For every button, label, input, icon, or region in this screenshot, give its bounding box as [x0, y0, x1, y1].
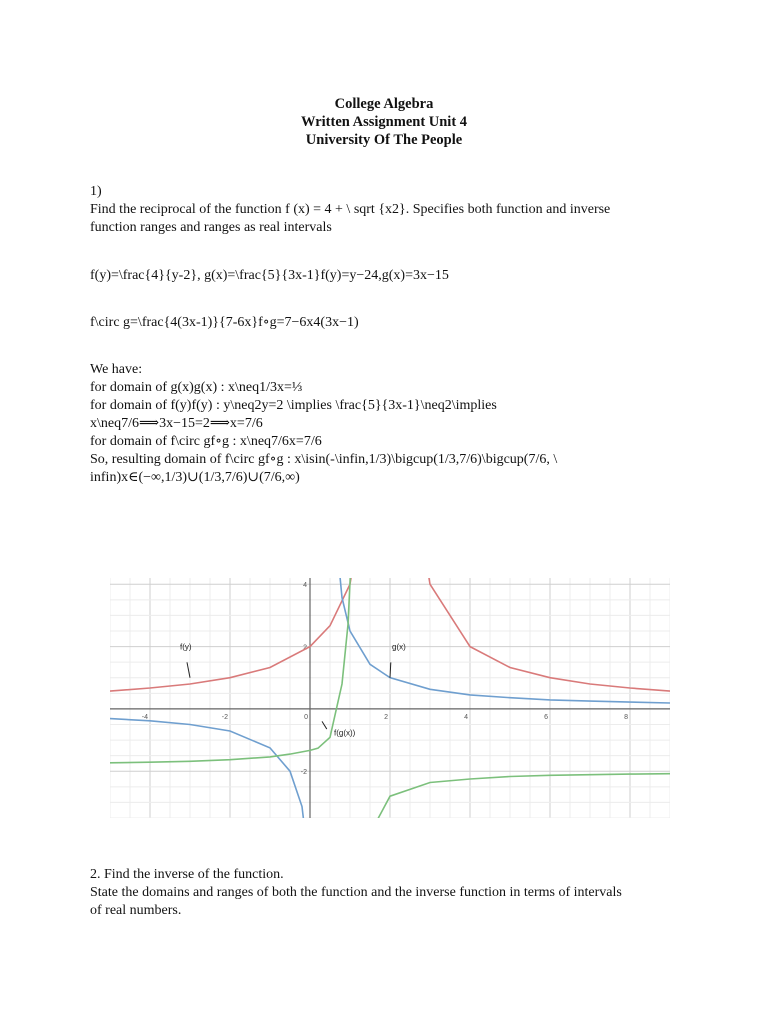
curve-f-g-x [110, 578, 352, 763]
x-tick-label: -2 [221, 713, 228, 721]
domain-f-line: x\neq7/6⟹3x−15=2⟹x=7/6 [90, 416, 263, 431]
annotation-label: g(x) [392, 642, 406, 652]
question-2-line: State the domains and ranges of both the function and the inverse function in terms of intervals [90, 885, 622, 900]
domain-g-line: for domain of g(x)g(x) : x\neq1/3x=⅓ [90, 380, 303, 395]
x-tick-label: 4 [464, 713, 468, 721]
result-domain-line: infin)x∈(−∞,1/3)∪(1/3,7/6)∪(7/6,∞) [90, 470, 300, 485]
y-tick-label: 2 [303, 644, 307, 652]
document-header [0, 95, 768, 149]
question-1-number: 1) [90, 184, 102, 199]
question-2-line: 2. Find the inverse of the function. [90, 867, 284, 882]
curve-f-y [410, 578, 670, 691]
university-name: University Of The People [305, 132, 463, 148]
curve-f-y [110, 578, 370, 691]
prompt-line: function ranges and ranges as real intervals [90, 220, 332, 235]
annotation-pointer [322, 721, 327, 729]
curve-f-g-x [362, 774, 670, 818]
course-title: College Algebra [334, 96, 434, 112]
question-1-prompt [90, 183, 690, 237]
assignment-title: Written Assignment Unit 4 [300, 114, 468, 130]
x-tick-label: -4 [141, 713, 148, 721]
y-tick-label: 4 [303, 582, 307, 590]
result-domain-line: So, resulting domain of f\circ gf∘g : x\isin(-\infin,1/3)\bigcup(1/3,7/6)\bigcup(7/6, \ [90, 452, 558, 467]
curve-g-x [330, 578, 670, 703]
composition-definition: f\circ g=\frac{4(3x-1)}{7-6x}f∘g=7−6x4(3x−1) [90, 315, 359, 330]
question-2-prompt [90, 866, 690, 920]
functions-definition: f(y)=\frac{4}{y-2}, g(x)=\frac{5}{3x-1}f(y)=y−24,g(x)=3x−15 [90, 268, 449, 283]
domain-analysis [90, 361, 690, 487]
question-2-line: of real numbers. [90, 903, 182, 918]
x-tick-label: 8 [624, 713, 628, 721]
we-have-label: We have: [90, 362, 143, 377]
curve-g-x [110, 719, 312, 818]
domain-f-line: for domain of f(y)f(y) : y\neq2y=2 \implies \frac{5}{3x-1}\neq2\implies [90, 398, 497, 413]
x-tick-label: 2 [384, 713, 388, 721]
annotation-label: f(g(x)) [334, 728, 356, 738]
x-tick-label: 0 [304, 713, 308, 721]
x-tick-label: 6 [544, 713, 548, 721]
domain-fog-line: for domain of f\circ gf∘g : x\neq7/6x=7/6 [90, 434, 322, 449]
function-graph [110, 578, 670, 818]
prompt-line: Find the reciprocal of the function f (x) = 4 + \ sqrt {x2}. Specifies both function and inverse [90, 202, 611, 217]
annotation-label: f(y) [180, 642, 192, 652]
y-tick-label: -2 [300, 769, 307, 777]
